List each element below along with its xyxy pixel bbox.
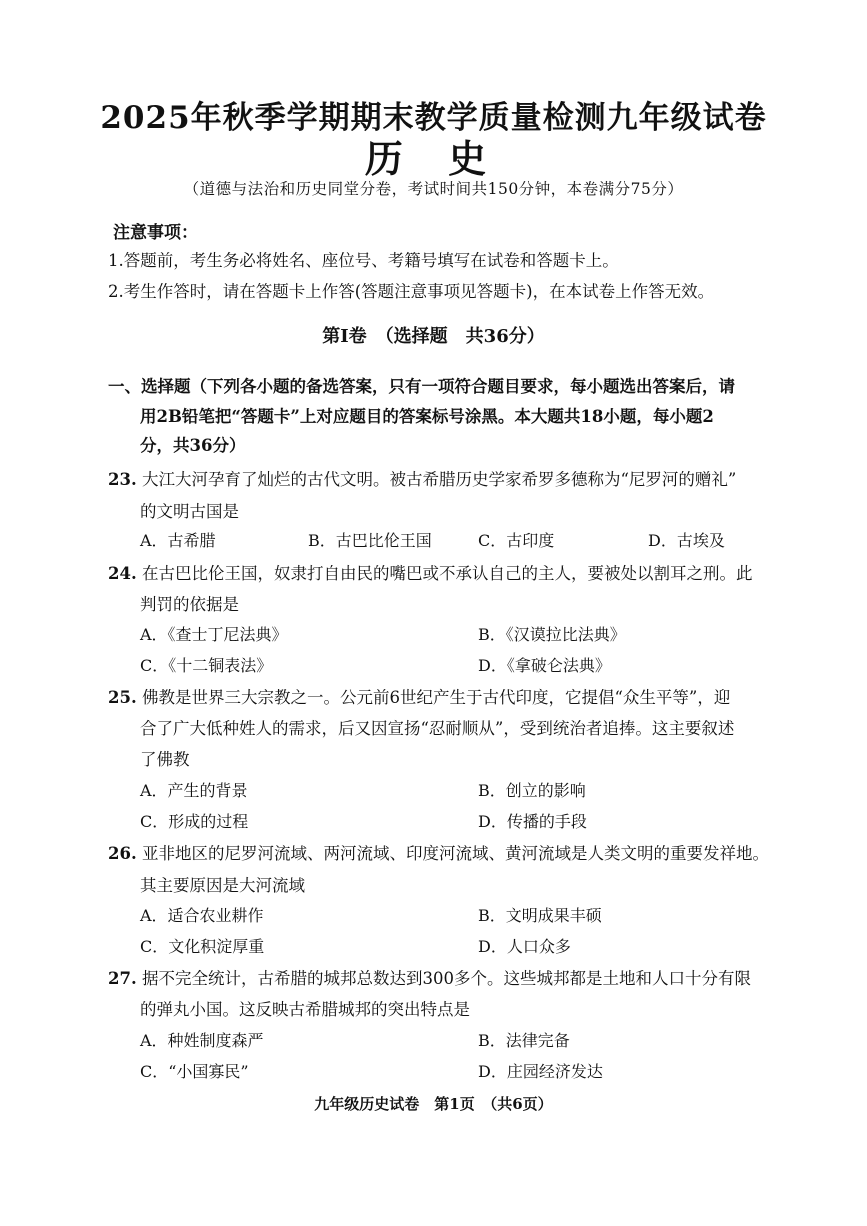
question-text: 据不完全统计，古希腊的城邦总数达到300多个。这些城邦都是土地和人口十分有限	[141, 969, 751, 988]
question-text: 判罚的依据是	[140, 595, 239, 614]
option-b: B．《汉谟拉比法典》	[478, 625, 626, 644]
option-b: B．创立的影响	[478, 781, 586, 800]
instructions-line: 用2B铅笔把“答题卡”上对应题目的答案标号涂黑。本大题共18小题，每小题2	[140, 406, 714, 426]
question-text: 合了广大低种姓人的需求，后又因宣扬“忍耐顺从”，受到统治者追捧。这主要叙述	[140, 719, 735, 738]
option-a: A．产生的背景	[140, 781, 248, 800]
exam-title: 2025年秋季学期期末教学质量检测九年级试卷	[100, 100, 767, 136]
exam-note: （道德与法治和历史同堂分卷，考试时间共150分钟，本卷满分75分）	[183, 180, 684, 198]
option-d: D．《拿破仑法典》	[478, 656, 611, 675]
question-text: 了佛教	[140, 750, 190, 769]
option-d: D．人口众多	[478, 937, 571, 956]
question-number: 27.	[108, 969, 137, 988]
question-text: 亚非地区的尼罗河流域、两河流域、印度河流域、黄河流域是人类文明的重要发祥地。	[141, 844, 769, 863]
option-a: A．种姓制度森严	[140, 1031, 264, 1050]
option-d: D．古埃及	[648, 531, 725, 550]
question-text: 在古巴比伦王国，奴隶打自由民的嘴巴或不承认自己的主人，要被处以割耳之刑。此	[141, 564, 753, 583]
question-text: 的弹丸小国。这反映古希腊城邦的突出特点是	[140, 1000, 470, 1019]
question-number: 25.	[108, 688, 137, 707]
question-text: 大江大河孕育了灿烂的古代文明。被古希腊历史学家希罗多德称为“尼罗河的赠礼”	[141, 470, 737, 489]
option-c: C．古印度	[478, 531, 555, 550]
notice-item: 1.答题前，考生务必将姓名、座位号、考籍号填写在试卷和答题卡上。	[108, 251, 619, 270]
section-instructions	[108, 372, 758, 461]
option-a: A．古希腊	[140, 531, 216, 550]
question-text: 其主要原因是大河流域	[140, 876, 305, 895]
option-c: C．“小国寡民”	[140, 1062, 249, 1081]
option-d: D．传播的手段	[478, 812, 587, 831]
page-footer: 九年级历史试卷 第1页 （共6页）	[314, 1095, 553, 1113]
option-a: A．《查士丁尼法典》	[140, 625, 288, 644]
option-a: A．适合农业耕作	[140, 906, 264, 925]
option-b: B．法律完备	[478, 1031, 570, 1050]
notice-heading: 注意事项：	[113, 223, 198, 243]
option-b: B．文明成果丰硕	[478, 906, 602, 925]
option-c: C．形成的过程	[140, 812, 249, 831]
question-text: 的文明古国是	[140, 502, 239, 521]
section-title: 第Ⅰ卷 （选择题 共36分）	[322, 326, 545, 347]
notice-item: 2.考生作答时，请在答题卡上作答(答题注意事项见答题卡)，在本试卷上作答无效。	[108, 282, 715, 301]
question-number: 23.	[108, 470, 137, 489]
question-text: 佛教是世界三大宗教之一。公元前6世纪产生于古代印度，它提倡“众生平等”，迎	[141, 688, 731, 707]
question-number: 24.	[108, 564, 137, 583]
option-d: D．庄园经济发达	[478, 1062, 603, 1081]
option-c: C．文化积淀厚重	[140, 937, 265, 956]
instructions-line: 分，共36分）	[140, 436, 246, 455]
instructions-line: 一、选择题（下列各小题的备选答案，只有一项符合题目要求，每小题选出答案后，请	[108, 377, 735, 396]
option-b: B．古巴比伦王国	[308, 531, 432, 550]
option-c: C．《十二铜表法》	[140, 656, 273, 675]
subject-title: 历 史	[364, 136, 503, 181]
question-number: 26.	[108, 844, 137, 863]
